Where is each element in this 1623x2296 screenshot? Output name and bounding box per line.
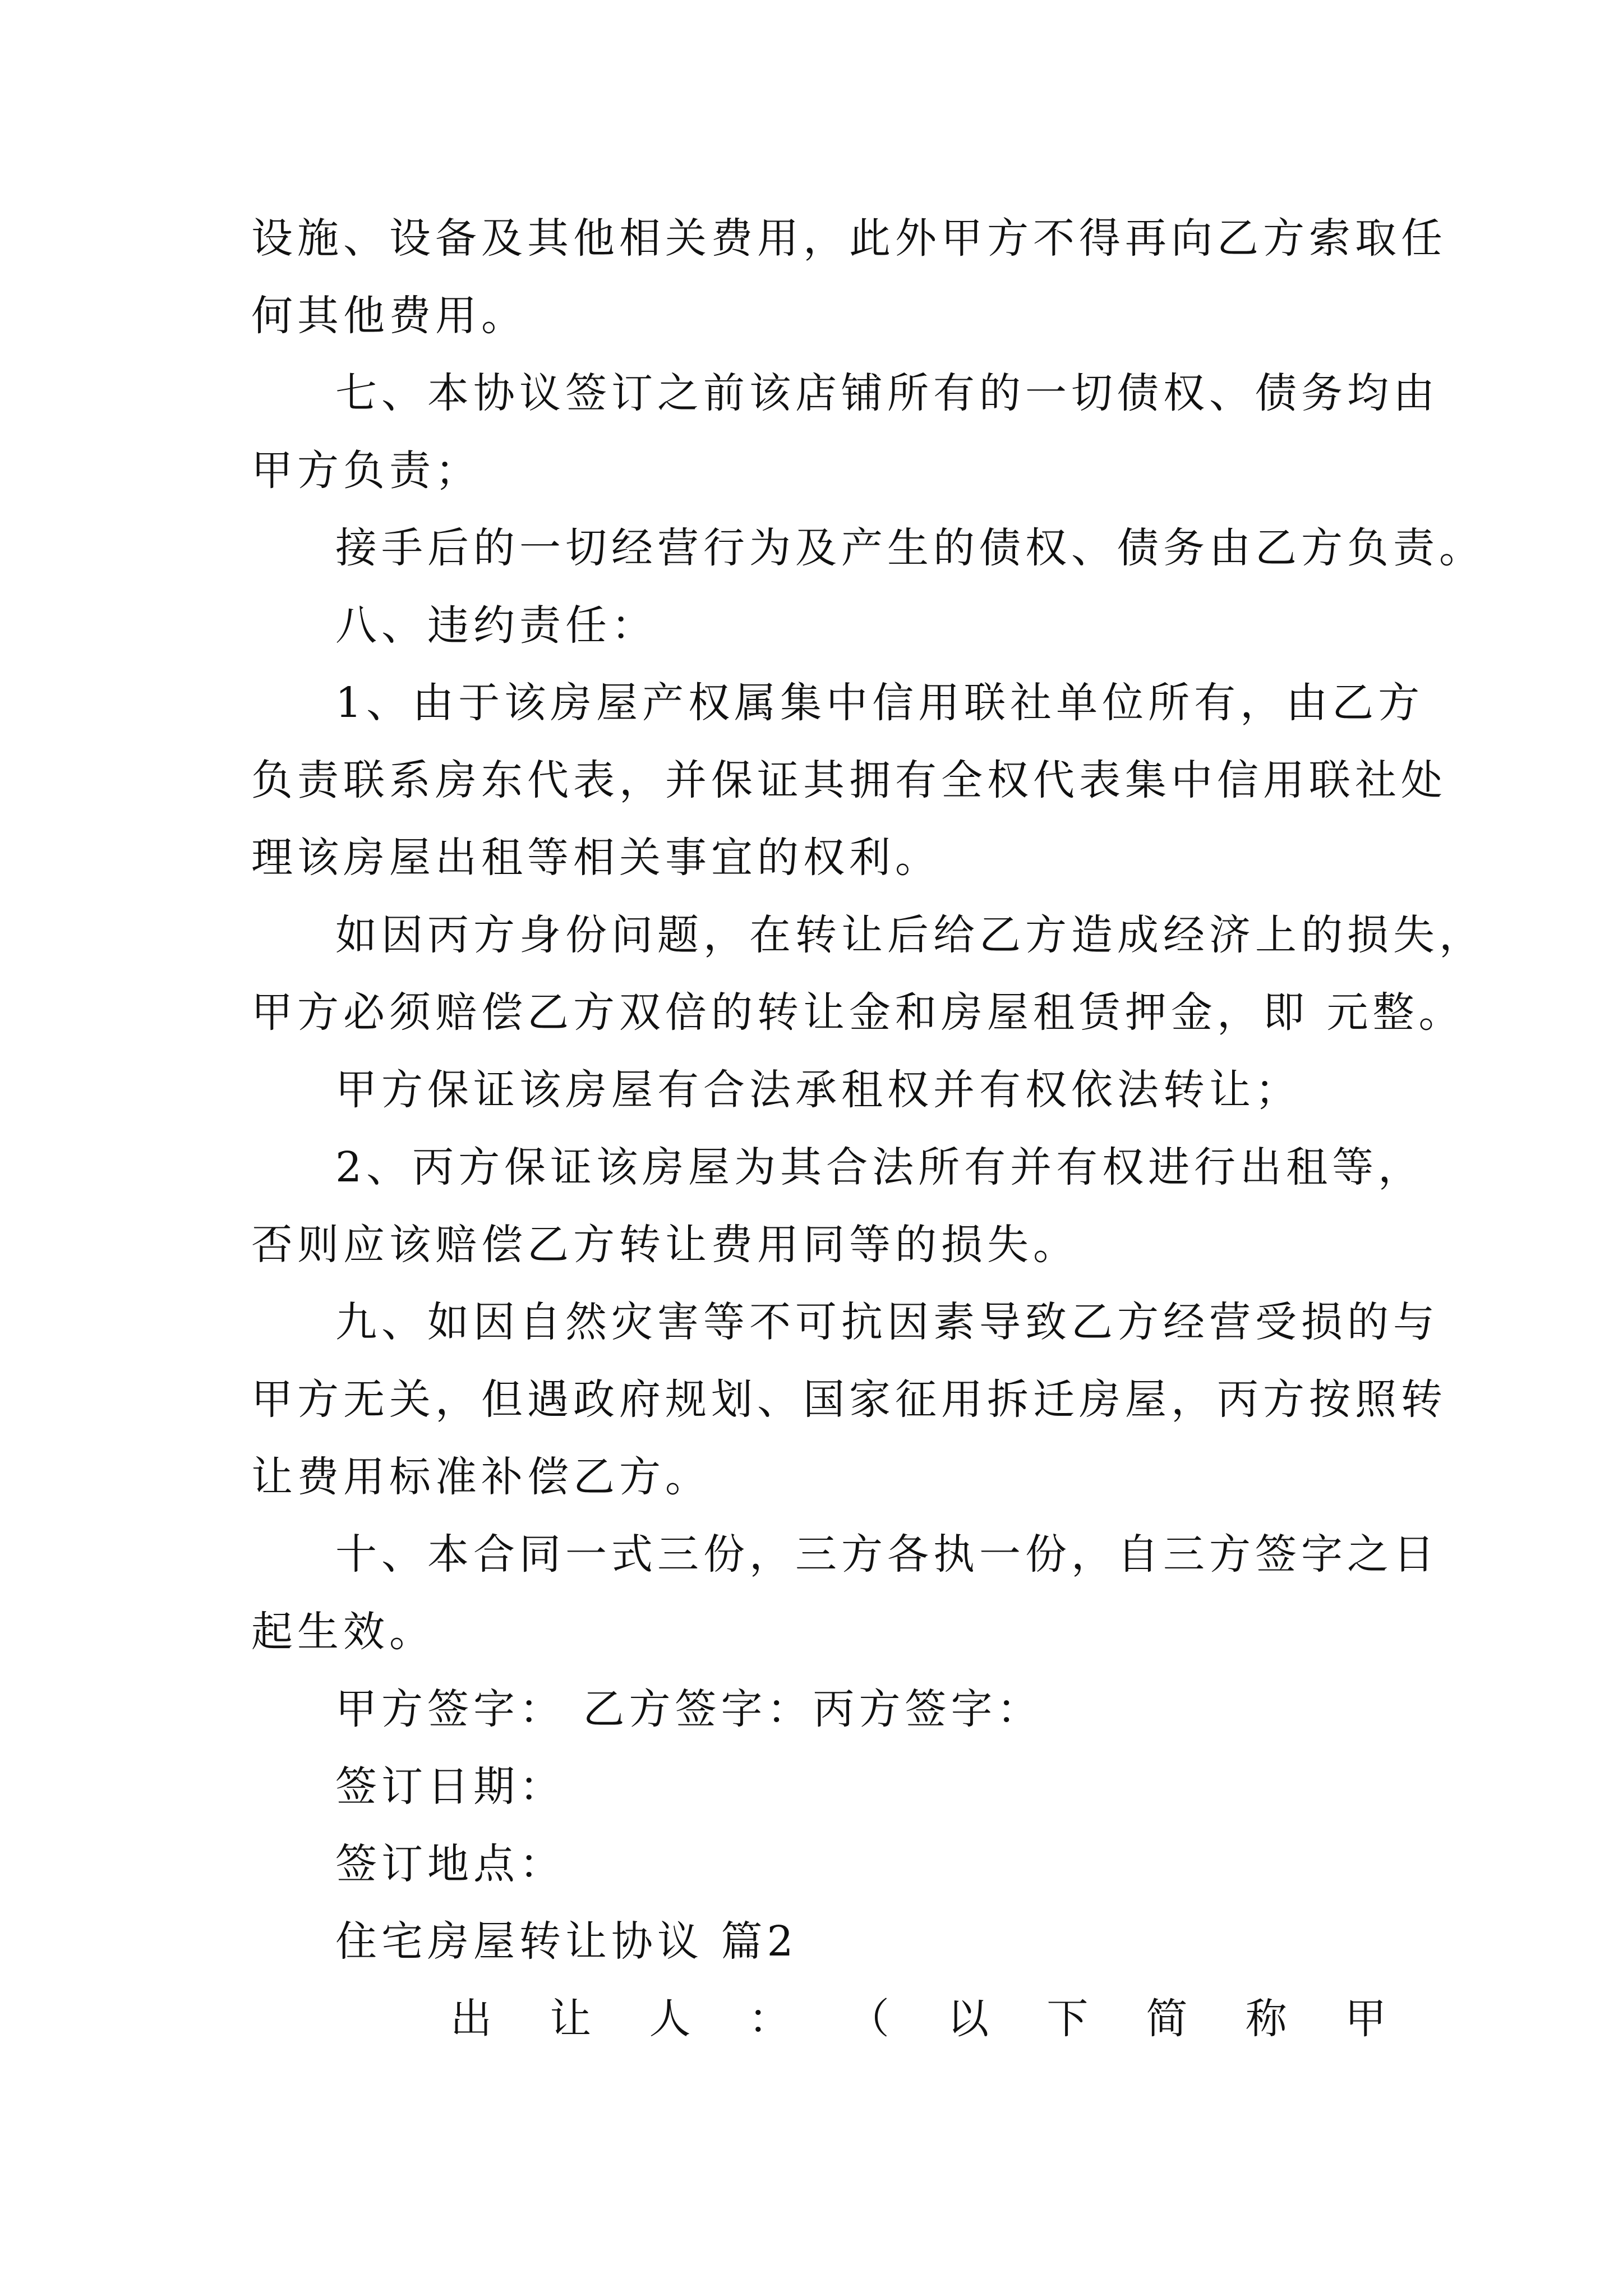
transferor-char: 人 (649, 1995, 695, 2043)
transferor-char: 简 (1146, 1995, 1192, 2043)
clause-7-line-1: 七、本协议签订之前该店铺所有的一切债权、债务均由 (335, 369, 1439, 417)
transferor-char: ： (748, 1995, 795, 2043)
clause-9-line-1: 九、如因自然灾害等不可抗因素导致乙方经营受损的与 (335, 1298, 1439, 1346)
clause-9-line-2: 甲方无关，但遇政府规划、国家征用拆迁房屋，丙方按照转 (251, 1375, 1447, 1424)
transferor-char: 下 (1046, 1995, 1093, 2043)
clause-10-line-1: 十、本合同一式三份，三方各执一份，自三方签字之日 (335, 1530, 1439, 1579)
transferor-char: 让 (550, 1995, 596, 2043)
clause-8-1-line-1: 1、由于该房屋产权属集中信用联社单位所有，由乙方 (335, 679, 1424, 727)
clause-8-para-line-2: 甲方必须赔偿乙方双倍的转让金和房屋租赁押金，即 元整。 (251, 988, 1465, 1037)
transferor-line (450, 1988, 1391, 2050)
clause-8-guarantee-line: 甲方保证该房屋有合法承租权并有权依法转让； (335, 1066, 1301, 1114)
clause-10-line-2: 起生效。 (251, 1608, 435, 1656)
clause-8-1-line-3: 理该房屋出租等相关事宜的权利。 (251, 834, 941, 882)
clause-8-heading: 八、违约责任： (335, 601, 657, 650)
section-title: 住宅房屋转让协议 篇2 (335, 1917, 798, 1966)
clause-8-1-line-2: 负责联系房东代表，并保证其拥有全权代表集中信用联社处 (251, 756, 1447, 804)
transferor-char: 出 (450, 1995, 496, 2043)
clause-7-line-3: 接手后的一切经营行为及产生的债权、债务由乙方负责。 (335, 524, 1485, 572)
clause-9-line-3: 让费用标准补偿乙方。 (251, 1453, 711, 1501)
transferor-char: 甲 (1344, 1995, 1391, 2043)
clause-8-para-line-1: 如因丙方身份问题，在转让后给乙方造成经济上的损失， (335, 911, 1485, 959)
transferor-char: 称 (1245, 1995, 1292, 2043)
clause-8-2-line-2: 否则应该赔偿乙方转让费用同等的损失。 (251, 1221, 1079, 1269)
text-line-1: 设施、设备及其他相关费用，此外甲方不得再向乙方索取任 (251, 214, 1447, 263)
transferor-char: （ (847, 1995, 894, 2043)
clause-7-line-2: 甲方负责； (251, 447, 481, 495)
text-line-2: 何其他费用。 (251, 292, 527, 340)
sign-date-line: 签订日期： (335, 1763, 565, 1811)
transferor-char: 以 (947, 1995, 994, 2043)
clause-8-2-line-1: 2、丙方保证该房屋为其合法所有并有权进行出租等， (335, 1143, 1424, 1191)
sign-place-line: 签订地点： (335, 1840, 565, 1888)
signature-line: 甲方签字： 乙方签字：丙方签字： (335, 1685, 1043, 1733)
